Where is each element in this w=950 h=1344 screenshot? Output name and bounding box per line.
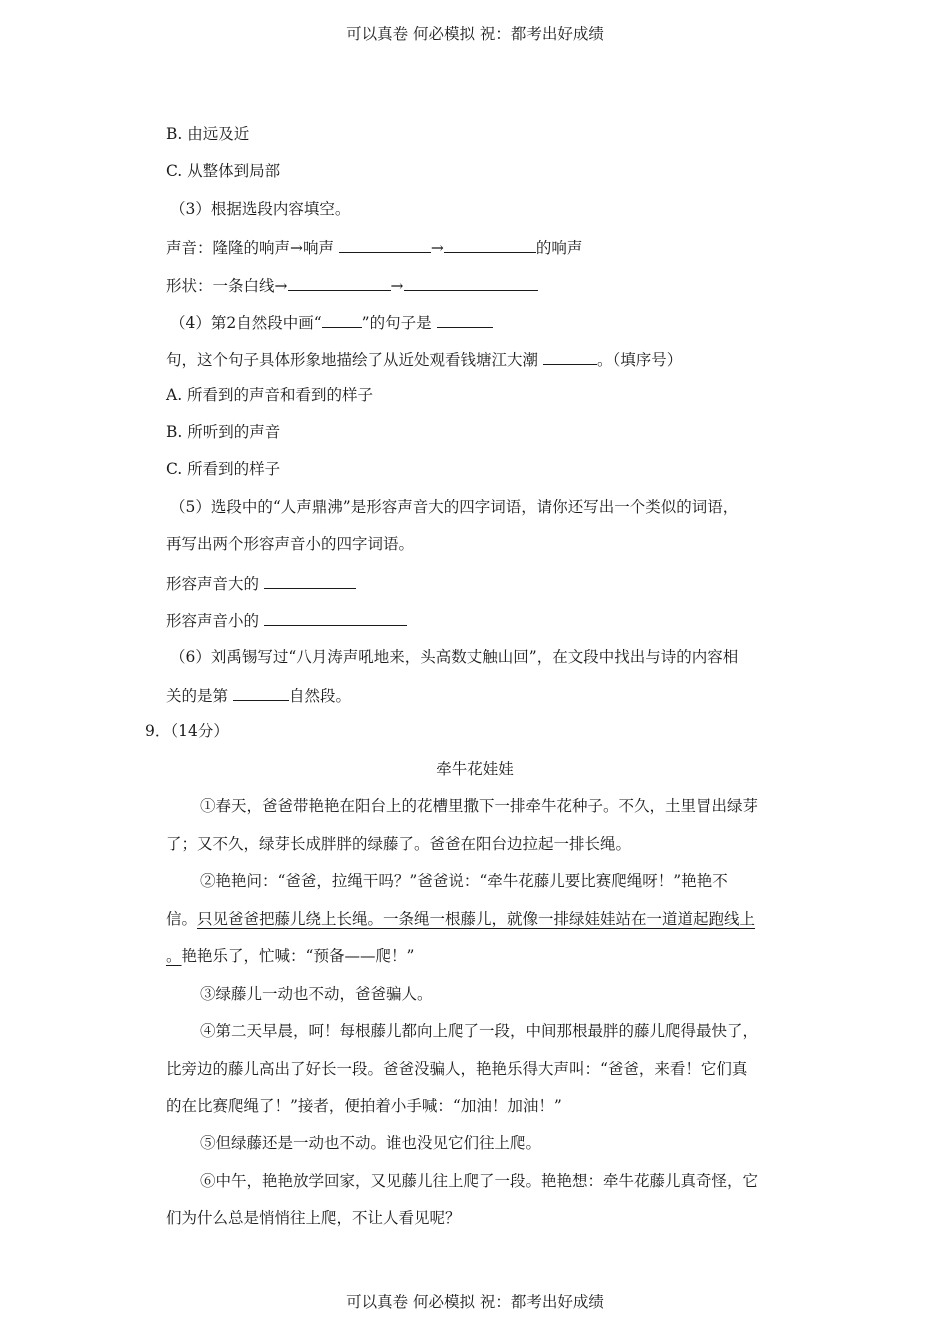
shape-prefix: 形状：一条白线→ (166, 277, 288, 295)
q4b-suffix: 。（填序号） (596, 351, 683, 369)
q5-big-label: 形容声音大的 (166, 575, 264, 593)
q5-small-blank[interactable] (264, 609, 407, 626)
paragraph-1b: 了；又不久，绿芽长成胖胖的绿藤了。爸爸在阳台边拉起一排长绳。 (166, 835, 632, 853)
shape-fill-line (166, 274, 538, 296)
underlined-sentence: 只见爸爸把藤儿绕上长绳。一条绳一根藤儿，就像一排绿娃娃站在一道道起跑线上 (197, 910, 756, 928)
paragraph-6b: 们为什么总是悄悄往上爬，不让人看见呢？ (166, 1209, 461, 1227)
question-4-cont (166, 348, 682, 370)
paragraph-4b: 比旁边的藤儿高出了好长一段。爸爸没骗人，艳艳乐得大声叫：“爸爸，来看！它们真 (166, 1060, 748, 1078)
sound-suffix: 的响声 (535, 239, 583, 257)
q4-option-b: B. 所听到的声音 (166, 423, 281, 441)
question-9: 9．（14分） (145, 722, 229, 740)
question-4 (170, 311, 493, 333)
option-c: C. 从整体到局部 (166, 162, 281, 180)
paragraph-3: ③绿藤儿一动也不动，爸爸骗人。 (200, 985, 433, 1003)
paragraph-4c: 的在比赛爬绳了！”接者，便拍着小手喊：“加油！加油！” (166, 1097, 562, 1115)
q5-small-label: 形容声音小的 (166, 612, 264, 630)
story-title: 牵牛花娃娃 (436, 760, 514, 778)
question-6-cont (166, 684, 351, 706)
sound-prefix: 声音：隆隆的响声→响声 (166, 239, 339, 257)
q4-answer-blank[interactable] (437, 311, 493, 328)
question-3: （3）根据选段内容填空。 (170, 200, 351, 218)
underlined-sentence-end: 。 (166, 947, 182, 965)
q5-small-line (166, 609, 407, 631)
paragraph-2b (166, 909, 755, 929)
shape-blank-2[interactable] (404, 274, 538, 291)
shape-blank-1[interactable] (288, 274, 391, 291)
p2b-prefix: 信。 (166, 910, 198, 928)
question-5: （5）选段中的“人声鼎沸”是形容声音大的四字词语，请你还写出一个类似的词语， (170, 498, 739, 516)
paragraph-2c (166, 946, 414, 966)
shape-arrow: → (390, 277, 404, 295)
sound-blank-2[interactable] (444, 236, 536, 253)
q5-big-line (166, 572, 356, 594)
q4-option-a: A. 所看到的声音和看到的样子 (166, 386, 374, 404)
paragraph-1a: ①春天，爸爸带艳艳在阳台上的花槽里撒下一排牵牛花种子。不久，土里冒出绿芽 (200, 797, 759, 815)
sound-blank-1[interactable] (339, 236, 431, 253)
q5-big-blank[interactable] (264, 572, 356, 589)
sound-arrow: → (430, 239, 444, 257)
q6-answer-blank[interactable] (233, 684, 289, 701)
question-5-cont: 再写出两个形容声音小的四字词语。 (166, 535, 415, 553)
p2c-text: 艳艳乐了，忙喊：“预备——爬！” (181, 947, 415, 965)
q4-mid: ”的句子是 (361, 314, 437, 332)
paragraph-6a: ⑥中午，艳艳放学回家，又见藤儿往上爬了一段。艳艳想：牵牛花藤儿真奇怪，它 (200, 1172, 759, 1190)
q6b-suffix: 自然段。 (288, 687, 351, 705)
paragraph-5: ⑤但绿藤还是一动也不动。谁也没见它们往上爬。 (200, 1134, 542, 1152)
paragraph-2a: ②艳艳问：“爸爸，拉绳干吗？”爸爸说：“牵牛花藤儿要比赛爬绳呀！”艳艳不 (200, 872, 728, 890)
q4-mark-blank (322, 311, 362, 328)
q6b-prefix: 关的是第 (166, 687, 233, 705)
page-header: 可以真卷 何必模拟 祝：都考出好成绩 (346, 25, 604, 43)
paragraph-4a: ④第二天早晨，呵！每根藤儿都向上爬了一段，中间那根最胖的藤儿爬得最快了， (200, 1022, 759, 1040)
option-b: B. 由远及近 (166, 125, 250, 143)
question-6: （6）刘禹锡写过“八月涛声吼地来，头高数丈触山回”，在文段中找出与诗的内容相 (170, 648, 739, 666)
page-footer: 可以真卷 何必模拟 祝：都考出好成绩 (346, 1293, 604, 1311)
q4-option-c: C. 所看到的样子 (166, 460, 281, 478)
q4b-prefix: 句，这个句子具体形象地描绘了从近处观看钱塘江大潮 (166, 351, 543, 369)
q4b-answer-blank[interactable] (543, 348, 597, 365)
sound-fill-line (166, 236, 582, 258)
q4-prefix: （4）第2自然段中画“ (170, 314, 322, 332)
